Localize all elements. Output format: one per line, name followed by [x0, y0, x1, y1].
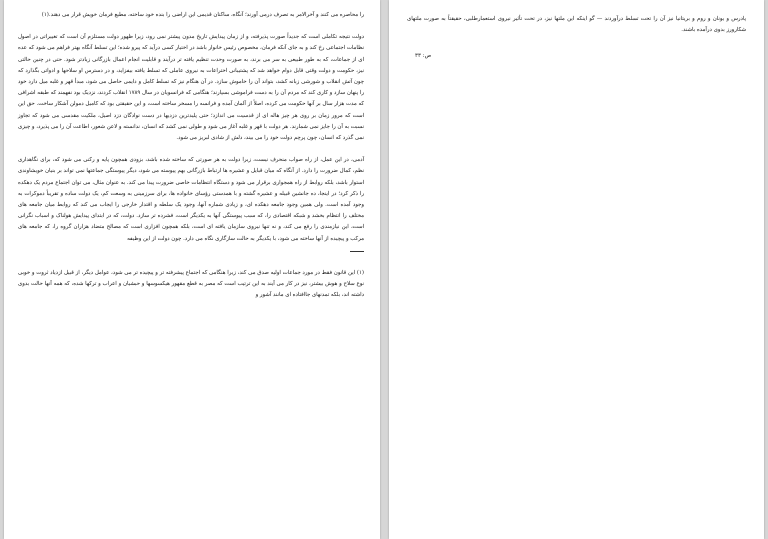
footnote-separator [18, 245, 364, 257]
paragraph-2: دولت نتیجه تکاملی است که جدیداً صورت پذیرفته، و از زمان پیدایش تاریخ مدون پیشتر نمی رود، زیرا ظهور دولت مستلزم آن است که تغییراتی در اصول نظامات اجتماعی رخ کند و به جای آنکه فرمان، مخصوص رئیس خانوار باشد در اختیار کسی درآید که پیرو شده؛ این تسلط آنگاه بهتر فراهم می شود که عده ای از جماعات، که به طور طبیعی به سر می برند، به صورت وحدت تنظیم یافته تر درآیند و قابلیت انجام اعمال بازرگانی زیادتر شود. حتی در چنین حالتی نیز، حکومت و دولت وقتی قابل دوام خواهد شد که پشتیبانی اختراعات به نیروی عاملی که تسلط یافته بیفزاید، و در دسترس او سلاحها و ادواتی بگذارد که چون آتش انقلاب و شورشی زبانه کشد، بتواند آن را خاموش سازد. در آن هنگام نیز که تسلط کامل و دایمی حاصل می شود، مبدأ قهر و غلبه میل دارد خود را پنهان سازد و کاری کند که مردم آن را به دست فراموشی بسپارند؛ هنگامی که فرانسویان در سال ۱۷۸۹ انقلاب کردند، نزدیک بود نفهمند که طبقه اشرافی که مدت هزار سال بر آنها حکومت می کرده، اصلاً از آلمان آمده و فرانسه را مسخر ساخته است، و این حقیقتی بود که کامیل دمولن آشکار ساخت. حق این است که مرور زمان بر روی هر چیز هاله ای از قدسیت می اندازد؛ حتی پلیدترین دزدیها در دست نوادگان دزد اصیل، ملکیت مقدسی می شود که تجاوز نسبت به آن را جایز نمی شمارند. هر دولت با قهر و غلبه آغاز می شود و طولی نمی کشد که انسان، ندانسته و لاعن شعور، اطاعت آن را می پذیرد، و چیزی نمی گذرد که انسان، چون پرچم دولت خود را می بیند، دلش از شادی لبریز می شود. [18, 34, 364, 142]
paragraph-3: آدمی، در این عمل، از راه صواب منحرف نیست، زیرا دولت به هر صورتی که ساخته شده باشد، بزودی همچون پایه و رکنی می شود که، برای نگاهداری نظم، کمال ضرورت را دارد. از آنگاه که میان قبایل و عشیره ها ارتباط بازرگانی بهم پیوسته می شود، دیگر پیوستگی جماعتها نمی تواند بر بنیان خویشاوندی استوار باشد، بلکه روابط از راه همجواری برقرار می شود و دستگاه انتظامات خاصی ضرورت پیدا می کند. به عنوان مثال، می توان اجتماع مردم یک دهکده را ذکر کرد؛ در اینجا، ده جانشین قبیله و عشیره گشته و با همدستی رؤسای خانواده ها، برای سرزمینی به وسعت کم، یک دولت ساده و تقریباً دموکرات به وجود آمده است. ولی همین وجود جامعه دهکده ای، و زیادی شماره آنها، وجود یک سلطه و اقتدار خارجی را ایجاب می کند که روابط میان جامعه های مختلف را انتظام بخشد و شبکه اقتصادی را، که سبب پیوستگی آنها به یکدیگر است، فشرده تر سازد. دولت، که در ابتدای پیدایش هولناک و اسباب نگرانی است، این نیازمندی را رفع می کند، و نه تنها نیروی سازمان یافته ای است، بلکه همچون افزاری است که مصالح متضاد هزاران گروه را، که جامعه های مرکب و پیچیده از آنها ساخته می شود، با یکدیگر به حالت سازگاری نگاه می دارد. چون دولت از این وظیفه [18, 157, 364, 242]
right-paragraph: پادرس و یونان و روم و بریتانیا نیز آن را تحت تسلط درآوردند — گو اینکه این ملتها نیز، در تحت تأثیر نیروی استعمارطلبی، حقیقتاً به صورت ملتهای شکارورز بدوی درآمده باشند. [407, 16, 746, 34]
right-page [389, 0, 764, 539]
paragraph-1: را محاصره می کنند و آخرالامر به تصرف درمی آورند؛ آنگاه، ساکنان قدیمی این اراضی را بنده خود ساخته، مطیع فرمان خویش قرار می دهند.(۱) [41, 12, 364, 18]
page-number: ص: ۳۳ [415, 53, 432, 60]
left-page [4, 0, 380, 539]
footnote: (۱) این قانون فقط در مورد جماعات اولیه صدق می کند، زیرا هنگامی که اجتماع پیشرفته تر و پیچیده تر می شود، عوامل دیگر، از قبیل ازدیاد ثروت و خوبی نوع سلاح و هوش بیشتر، نیز در کار می آیند به این ترتیب است که مصر به قطع مقهور هیکسوسها و حبشیان و اعراب و ترکها شده، که همه آنها حالت بدوی داشته اند، بلکه تمدنهای جاافتاده ای مانند آشور و [18, 269, 364, 299]
